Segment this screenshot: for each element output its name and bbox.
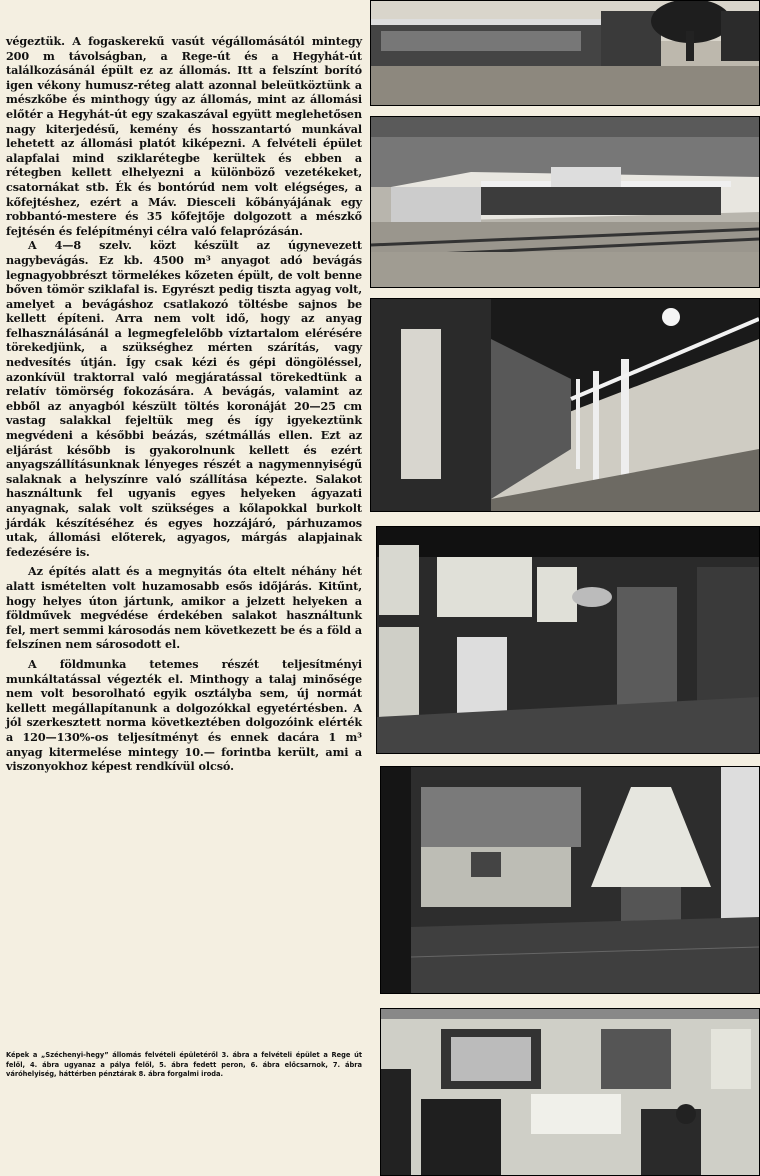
- photo-building-street-side: [370, 0, 760, 106]
- paragraph-4: A földmunka tetemes részét teljesítményi munkáltatással végezték el. Minthogy a talaj minősége nem volt besorolható egyik osztályba sem, új normát kellett megállapítanunk a dolgozókkal egyetértésben. A jól szerkesztett norma következtében dolgozóink elérték a 120—130%-os teljesítményt és ennek dacára 1 m³ anyag kitermelése mintegy 10.— forintba került, ami a viszonyokhoz képest rendkívül olcsó.: [6, 656, 362, 774]
- photo-covered-platform: [370, 298, 760, 512]
- photo-waiting-room: [380, 766, 760, 994]
- paragraph-1: végeztük. A fogaskerekű vasút végállomásától mintegy 200 m távolságban, a Rege-út és a Hegyhát-út találkozásánál épült ez az állomás. Itt a felszínt borító igen vékony humusz-réteg alatt azonnal beleütköztünk a mészkőbe és minthogy úgy az állomás, mint az állomási előtér a Hegyhát-út egy szakaszával együtt meglehetősen nagy kiterjedésű, kemény és hosszantartó munkával lehetett az állomási platót kiképezni. A felvételi épület alapfalai mind sziklarétegbe kerültek és ebben a rétegben kellett elhelyezni a különböző vezetékeket, csatornákat stb. Ék és bontórúd nem volt elégséges, a kőfejtéshez, ezért a Máv. Diesceli kőbányájának egy robbantó-mestere és 35 kőfejtője dolgozott a mészkő fejtésén és felépítményi célra való felaprózásán.: [6, 34, 362, 238]
- article-body: [6, 34, 362, 774]
- paragraph-2: A 4—8 szelv. közt készült az úgynevezett nagybevágás. Ez kb. 4500 m³ anyagot adó bevágás legnagyobbrészt törmelékes kőzeten épült, de volt benne bőven tömör sziklafal is. Egyrészt pedig tiszta agyag volt, amelyet a bevágáshoz csatlakozó töltésbe sajnos be kellett építeni. Arra nem volt idő, hogy az anyag felhasználásánál a legmegfelelőbb víztartalom elérésére törekedjünk, a szükséghez mérten szárítás, vagy nedvesítés útján. Így csak kézi és gépi döngöléssel, azonkívül traktorral való megjáratással törekedtünk a relatív tömörség fokozására. A bevágás, valamint az ebből az anyagból készült töltés koronáját 20—25 cm vastag salakkal fejeltük meg és így igyekeztünk megvédeni a későbbi beázás, szétmállás ellen. Ezt az eljárást később is gyakorolnunk kellett és ezért anyagszállításunknak lényeges részét a nagymennyiségű salaknak a helyszínre való szállítása képezte. Salakot használtunk fel ugyanis egyes helyeken ágyazati anyagnak, salak volt szükséges a kőlapokkal burkolt járdák készítéséhez és egyes hozzájáró, párhuzamos utak, állomási előterek, agyagos, márgás alapjainak fedezésére is.: [6, 238, 362, 559]
- paragraph-3: Az építés alatt és a megnyitás óta eltelt néhány hét alatt ismételten volt huzamosabb esős időjárás. Kitűnt, hogy helyes úton jártunk, amikor a jelzett helyeken a földművek megvédése érdekében salakot használtunk fel, mert semmi károsodás nem következett be és a föld a felszínen nem sárosodott el.: [6, 564, 362, 652]
- photo-building-track-side: [370, 116, 760, 288]
- photo-traffic-office: [380, 1008, 760, 1176]
- photo-entrance-hall: [376, 526, 760, 754]
- figure-caption: Képek a „Széchenyi-hegy” állomás felvételi épületéről 3. ábra a felvételi épület a Rege út felől, 4. ábra ugyanaz a pálya felől, 5. ábra fedett peron, 6. ábra előcsarnok, 7. ábra váróhelyiség, háttérben pénztárak 8. ábra forgalmi iroda.: [6, 1050, 362, 1079]
